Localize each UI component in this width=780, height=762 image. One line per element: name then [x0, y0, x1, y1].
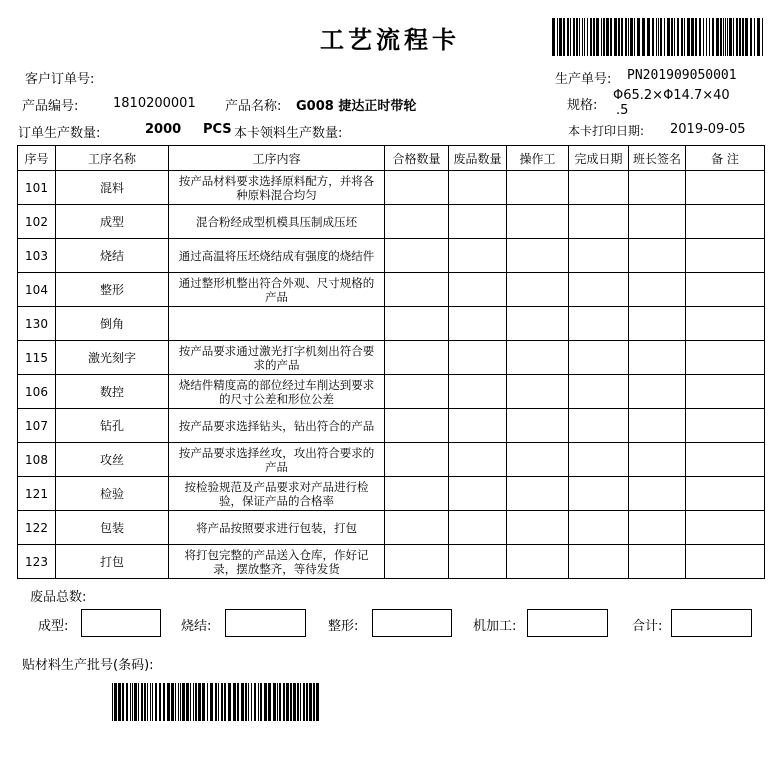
page-title: 工艺流程卡	[320, 26, 460, 54]
step-content: 按产品要求选择钻头，钻出符合的产品	[169, 409, 385, 443]
scrap-qty-cell[interactable]	[449, 511, 507, 545]
leader-sign-cell[interactable]	[629, 239, 686, 273]
print-date-value: 2019-09-05	[670, 122, 746, 137]
product-code-label: 产品编号:	[22, 99, 79, 114]
table-row	[18, 171, 765, 205]
step-no: 104	[18, 273, 56, 307]
col-header-operator: 操作工	[507, 146, 569, 171]
qualified-qty-cell[interactable]	[385, 443, 449, 477]
remark-cell[interactable]	[686, 409, 765, 443]
qualified-qty-cell[interactable]	[385, 545, 449, 579]
operator-cell[interactable]	[507, 307, 569, 341]
scrap-qty-cell[interactable]	[449, 239, 507, 273]
col-header-name: 工序名称	[56, 146, 169, 171]
operator-cell[interactable]	[507, 511, 569, 545]
finish-date-cell[interactable]	[569, 341, 629, 375]
order-qty-value: 2000	[145, 122, 182, 137]
remark-cell[interactable]	[686, 273, 765, 307]
scrap-machining-label: 机加工:	[473, 619, 517, 634]
table-row	[18, 477, 765, 511]
col-header-qualified-qty: 合格数量	[385, 146, 449, 171]
step-content: 通过整形机整出符合外观、尺寸规格的产品	[169, 273, 385, 307]
qualified-qty-cell[interactable]	[385, 205, 449, 239]
table-header-row	[18, 146, 765, 171]
table-row	[18, 307, 765, 341]
leader-sign-cell[interactable]	[629, 443, 686, 477]
table-row	[18, 239, 765, 273]
operator-cell[interactable]	[507, 239, 569, 273]
scrap-forming-label: 成型:	[38, 619, 69, 634]
step-name: 烧结	[56, 239, 169, 273]
remark-cell[interactable]	[686, 205, 765, 239]
scrap-total-sum-field[interactable]	[671, 609, 752, 637]
remark-cell[interactable]	[686, 239, 765, 273]
product-name-label: 产品名称:	[225, 99, 282, 114]
order-qty-label: 订单生产数量:	[18, 126, 101, 141]
scrap-shaping-field[interactable]	[372, 609, 452, 637]
remark-cell[interactable]	[686, 375, 765, 409]
material-batch-label: 贴材料生产批号(条码):	[22, 658, 154, 673]
finish-date-cell[interactable]	[569, 545, 629, 579]
remark-cell[interactable]	[686, 171, 765, 205]
material-qty-label: 本卡领料生产数量:	[234, 126, 343, 141]
table-row	[18, 545, 765, 579]
table-row	[18, 409, 765, 443]
col-header-leader-sign: 班长签名	[629, 146, 686, 171]
leader-sign-cell[interactable]	[629, 205, 686, 239]
table-row	[18, 511, 765, 545]
remark-cell[interactable]	[686, 307, 765, 341]
step-no: 103	[18, 239, 56, 273]
scrap-qty-cell[interactable]	[449, 375, 507, 409]
qualified-qty-cell[interactable]	[385, 511, 449, 545]
leader-sign-cell[interactable]	[629, 375, 686, 409]
col-header-scrap-qty: 废品数量	[449, 146, 507, 171]
step-content: 混合粉经成型机模具压制成压坯	[169, 205, 385, 239]
table-row	[18, 443, 765, 477]
step-no: 108	[18, 443, 56, 477]
scrap-qty-cell[interactable]	[449, 477, 507, 511]
print-date-label: 本卡打印日期:	[568, 124, 645, 138]
leader-sign-cell[interactable]	[629, 409, 686, 443]
scrap-qty-cell[interactable]	[449, 341, 507, 375]
customer-order-label: 客户订单号:	[25, 72, 95, 87]
finish-date-cell[interactable]	[569, 477, 629, 511]
order-qty-unit: PCS	[203, 122, 232, 137]
step-no: 122	[18, 511, 56, 545]
step-name: 数控	[56, 375, 169, 409]
step-content: 烧结件精度高的部位经过车削达到要求的尺寸公差和形位公差	[169, 375, 385, 409]
operator-cell[interactable]	[507, 409, 569, 443]
step-content	[169, 307, 385, 341]
scrap-qty-cell[interactable]	[449, 307, 507, 341]
step-name: 整形	[56, 273, 169, 307]
step-content: 将打包完整的产品送入仓库，作好记录，摆放整齐，等待发货	[169, 545, 385, 579]
qualified-qty-cell[interactable]	[385, 307, 449, 341]
step-name: 成型	[56, 205, 169, 239]
col-header-no: 序号	[18, 146, 56, 171]
scrap-total-label: 废品总数:	[30, 590, 87, 605]
product-code-value: 1810200001	[113, 96, 196, 111]
leader-sign-cell[interactable]	[629, 545, 686, 579]
remark-cell[interactable]	[686, 443, 765, 477]
operator-cell[interactable]	[507, 443, 569, 477]
production-no-label: 生产单号:	[555, 72, 612, 87]
finish-date-cell[interactable]	[569, 273, 629, 307]
step-no: 115	[18, 341, 56, 375]
col-header-finish-date: 完成日期	[569, 146, 629, 171]
step-no: 107	[18, 409, 56, 443]
operator-cell[interactable]	[507, 375, 569, 409]
col-header-remark: 备 注	[686, 146, 765, 171]
scrap-total-sum-label: 合计:	[632, 619, 663, 634]
operator-cell[interactable]	[507, 205, 569, 239]
production-no-value: PN201909050001	[627, 68, 737, 83]
step-name: 混料	[56, 171, 169, 205]
leader-sign-cell[interactable]	[629, 273, 686, 307]
remark-cell[interactable]	[686, 341, 765, 375]
operator-cell[interactable]	[507, 545, 569, 579]
step-content: 按产品要求选择丝攻，攻出符合要求的产品	[169, 443, 385, 477]
spec-value-line1: Φ65.2×Φ14.7×40	[613, 88, 730, 103]
scrap-machining-field[interactable]	[527, 609, 608, 637]
process-table	[17, 145, 765, 579]
scrap-sintering-field[interactable]	[225, 609, 306, 637]
finish-date-cell[interactable]	[569, 205, 629, 239]
material-batch-barcode	[112, 683, 320, 721]
step-content: 按产品材料要求选择原料配方，并将各种原料混合均匀	[169, 171, 385, 205]
qualified-qty-cell[interactable]	[385, 341, 449, 375]
leader-sign-cell[interactable]	[629, 307, 686, 341]
scrap-qty-cell[interactable]	[449, 171, 507, 205]
finish-date-cell[interactable]	[569, 375, 629, 409]
remark-cell[interactable]	[686, 511, 765, 545]
step-no: 121	[18, 477, 56, 511]
finish-date-cell[interactable]	[569, 443, 629, 477]
leader-sign-cell[interactable]	[629, 341, 686, 375]
step-no: 101	[18, 171, 56, 205]
step-no: 106	[18, 375, 56, 409]
scrap-qty-cell[interactable]	[449, 545, 507, 579]
step-name: 倒角	[56, 307, 169, 341]
remark-cell[interactable]	[686, 545, 765, 579]
qualified-qty-cell[interactable]	[385, 375, 449, 409]
scrap-qty-cell[interactable]	[449, 205, 507, 239]
finish-date-cell[interactable]	[569, 409, 629, 443]
table-row	[18, 375, 765, 409]
qualified-qty-cell[interactable]	[385, 239, 449, 273]
finish-date-cell[interactable]	[569, 307, 629, 341]
scrap-sintering-label: 烧结:	[181, 619, 212, 634]
step-name: 钻孔	[56, 409, 169, 443]
step-content: 将产品按照要求进行包装，打包	[169, 511, 385, 545]
leader-sign-cell[interactable]	[629, 511, 686, 545]
remark-cell[interactable]	[686, 477, 765, 511]
table-row	[18, 205, 765, 239]
finish-date-cell[interactable]	[569, 511, 629, 545]
step-no: 130	[18, 307, 56, 341]
operator-cell[interactable]	[507, 341, 569, 375]
spec-label: 规格:	[567, 98, 598, 113]
step-content: 通过高温将压坯烧结成有强度的烧结件	[169, 239, 385, 273]
col-header-content: 工序内容	[169, 146, 385, 171]
step-name: 检验	[56, 477, 169, 511]
qualified-qty-cell[interactable]	[385, 171, 449, 205]
operator-cell[interactable]	[507, 477, 569, 511]
table-row	[18, 341, 765, 375]
scrap-qty-cell[interactable]	[449, 409, 507, 443]
scrap-forming-field[interactable]	[81, 609, 161, 637]
qualified-qty-cell[interactable]	[385, 273, 449, 307]
step-no: 102	[18, 205, 56, 239]
finish-date-cell[interactable]	[569, 171, 629, 205]
step-name: 包装	[56, 511, 169, 545]
scrap-qty-cell[interactable]	[449, 443, 507, 477]
leader-sign-cell[interactable]	[629, 477, 686, 511]
scrap-qty-cell[interactable]	[449, 273, 507, 307]
operator-cell[interactable]	[507, 171, 569, 205]
step-name: 攻丝	[56, 443, 169, 477]
qualified-qty-cell[interactable]	[385, 409, 449, 443]
scrap-shaping-label: 整形:	[328, 619, 359, 634]
step-no: 123	[18, 545, 56, 579]
step-name: 打包	[56, 545, 169, 579]
finish-date-cell[interactable]	[569, 239, 629, 273]
step-name: 激光刻字	[56, 341, 169, 375]
operator-cell[interactable]	[507, 273, 569, 307]
step-content: 按产品要求通过激光打字机刻出符合要求的产品	[169, 341, 385, 375]
step-content: 按检验规范及产品要求对产品进行检验，保证产品的合格率	[169, 477, 385, 511]
product-name-value: G008 捷达正时带轮	[296, 99, 417, 114]
leader-sign-cell[interactable]	[629, 171, 686, 205]
spec-value-line2: .5	[616, 103, 629, 118]
production-barcode	[552, 18, 764, 56]
table-row	[18, 273, 765, 307]
qualified-qty-cell[interactable]	[385, 477, 449, 511]
